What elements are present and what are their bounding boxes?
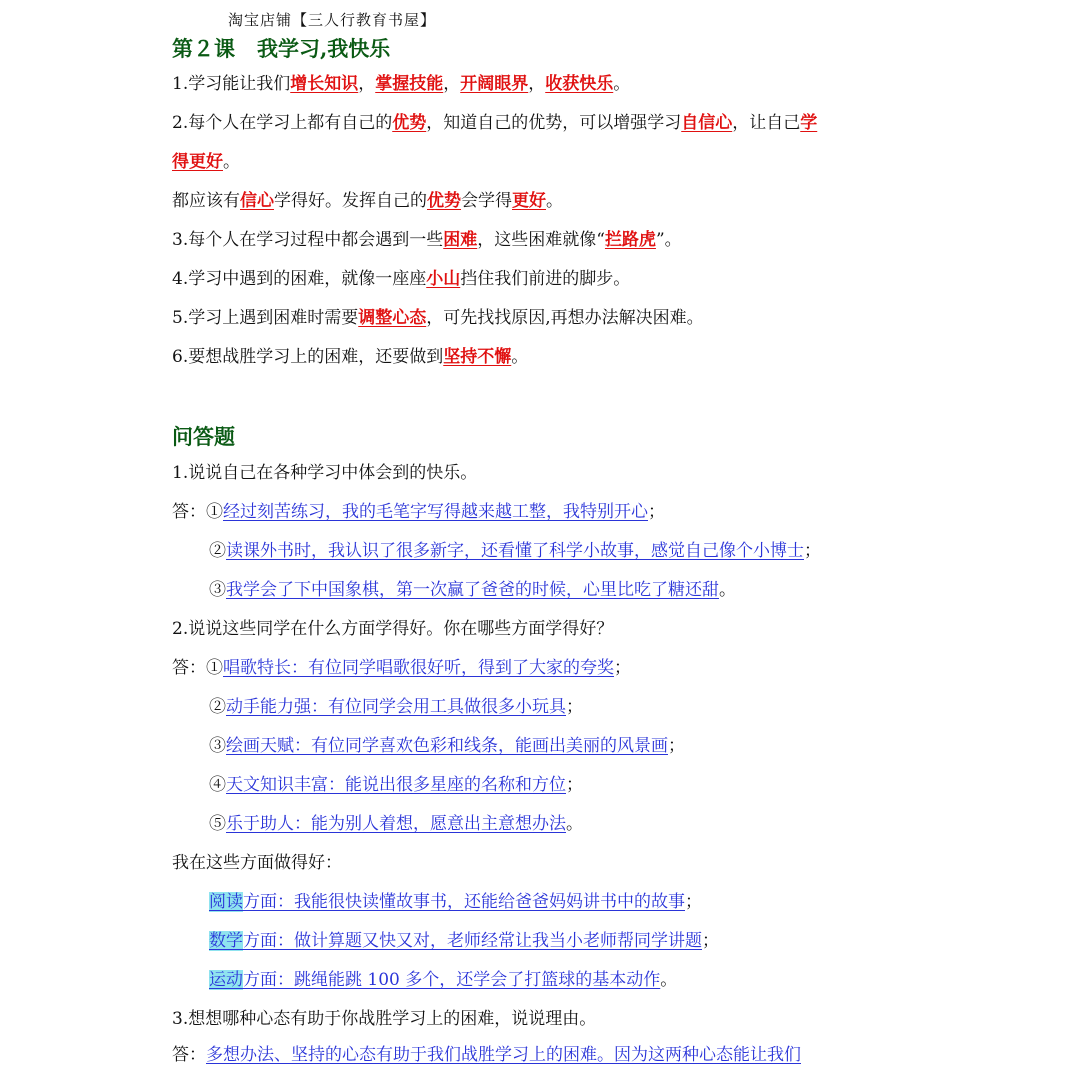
answer-2-5	[209, 812, 583, 836]
fact-2	[172, 111, 817, 135]
punct: 。	[719, 580, 736, 600]
fact-text: ，知道自己的优势，可以增强学习	[426, 113, 682, 133]
key-term: 开阔眼界	[460, 74, 529, 94]
answer-number: ②	[209, 541, 226, 561]
answer-text: 我学会了下中国象棋，第一次赢了爸爸的时候，心里比吃了糖还甜	[226, 580, 719, 600]
answer-1-3	[209, 578, 736, 602]
key-term: 收获快乐	[545, 74, 614, 94]
answer-3	[172, 1043, 801, 1067]
fact-text: 都应该有	[172, 191, 240, 211]
punct: 。	[566, 814, 583, 834]
punct: ，	[528, 74, 546, 94]
fact-text: 4.学习中遇到的困难，就像一座座	[172, 269, 427, 289]
answer-text: 乐于助人：能为别人着想，愿意出主意想办法	[226, 814, 566, 834]
question-3: 3.想想哪种心态有助于你战胜学习上的困难，说说理由。	[172, 1009, 597, 1029]
answer-label: 答：	[172, 658, 206, 678]
answer-2-3	[209, 734, 685, 758]
question-2: 2.说说这些同学在什么方面学得好。你在哪些方面学得好？	[172, 619, 614, 639]
fact-5	[172, 306, 704, 330]
self-item-3	[209, 968, 677, 992]
fact-4	[172, 267, 630, 291]
punct: ；	[648, 502, 665, 522]
answer-number: ①	[206, 502, 223, 522]
lesson-number: 第２课	[172, 36, 235, 61]
answer-text: 方面：我能很快读懂故事书，还能给爸爸妈妈讲书中的故事	[243, 892, 685, 912]
answer-2-2	[209, 695, 583, 719]
fact-text: 2.每个人在学习上都有自己的	[172, 113, 393, 133]
shop-header: 淘宝店铺【三人行教育书屋】	[228, 11, 437, 29]
punct: ；	[685, 892, 702, 912]
punct: 。	[223, 152, 240, 172]
answer-number: ⑤	[209, 814, 226, 834]
answer-text: 多想办法、坚持的心态有助于我们战胜学习上的困难。因为这两种心态能让我们	[206, 1045, 801, 1065]
fact-1	[172, 72, 630, 96]
punct: ”。	[655, 230, 682, 250]
highlight-term: 数学	[209, 931, 243, 951]
fact-text: 6.要想战胜学习上的困难，还要做到	[172, 347, 444, 367]
fact-text: 1.学习能让我们	[172, 74, 291, 94]
fact-2b	[172, 189, 563, 213]
answer-2-4	[209, 773, 583, 797]
key-term: 小山	[426, 269, 461, 289]
fact-text: 学得好。发挥自己的	[274, 191, 427, 211]
punct: ；	[566, 697, 583, 717]
lesson-title	[172, 33, 390, 63]
punct: ；	[566, 775, 583, 795]
key-term: 掌握技能	[375, 74, 444, 94]
punct: ；	[702, 931, 719, 951]
key-term: 得更好	[172, 152, 223, 172]
fact-text: ，可先找找原因,再想办法解决困难。	[426, 308, 704, 328]
key-term: 更好	[512, 191, 546, 211]
fact-text: 挡住我们前进的脚步。	[460, 269, 631, 289]
key-term: 调整心态	[358, 308, 427, 328]
key-term: 信心	[240, 191, 274, 211]
fact-text: 会学得	[461, 191, 512, 211]
punct: ；	[668, 736, 685, 756]
self-item-2	[209, 929, 719, 953]
question-1: 1.说说自己在各种学习中体会到的快乐。	[172, 463, 478, 483]
answer-1-2	[209, 539, 821, 563]
self-item-1	[209, 890, 702, 914]
answer-number: ③	[209, 736, 226, 756]
answer-2-1	[172, 656, 631, 680]
key-term: 坚持不懈	[443, 347, 512, 367]
key-term: 优势	[392, 113, 427, 133]
answer-text: 读课外书时，我认识了很多新字，还看懂了科学小故事，感觉自己像个小博士	[226, 541, 804, 561]
fact-text: 5.学习上遇到困难时需要	[172, 308, 359, 328]
answer-number: ②	[209, 697, 226, 717]
punct: 。	[511, 347, 529, 367]
answer-1-1	[172, 500, 665, 524]
fact-6	[172, 345, 528, 369]
answer-text: 方面：跳绳能跳 100 多个，还学会了打篮球的基本动作	[243, 970, 661, 990]
punct: ，	[443, 74, 461, 94]
answer-text: 天文知识丰富：能说出很多星座的名称和方位	[226, 775, 566, 795]
answer-text: 经过刻苦练习，我的毛笔字写得越来越工整，我特别开心	[223, 502, 648, 522]
answer-number: ③	[209, 580, 226, 600]
fact-text: ，这些困难就像“	[477, 230, 605, 250]
highlight-term: 运动	[209, 970, 243, 990]
answer-number: ①	[206, 658, 223, 678]
answer-number: ④	[209, 775, 226, 795]
section-heading: 问答题	[172, 424, 235, 449]
punct: 。	[546, 191, 563, 211]
key-term: 优势	[427, 191, 461, 211]
key-term: 困难	[443, 230, 478, 250]
fact-text: 3.每个人在学习过程中都会遇到一些	[172, 230, 444, 250]
answer-text: 方面：做计算题又快又对，老师经常让我当小老师帮同学讲题	[243, 931, 702, 951]
answer-text: 绘画天赋：有位同学喜欢色彩和线条，能画出美丽的风景画	[226, 736, 668, 756]
punct: 。	[613, 74, 631, 94]
key-term: 自信心	[681, 113, 733, 133]
self-label: 我在这些方面做得好：	[172, 853, 342, 873]
answer-label: 答：	[172, 502, 206, 522]
key-term: 拦路虎	[604, 230, 656, 250]
punct: ，	[358, 74, 376, 94]
fact-text: ，让自己	[732, 113, 801, 133]
key-term: 学	[800, 113, 818, 133]
punct: ；	[614, 658, 631, 678]
answer-text: 动手能力强：有位同学会用工具做很多小玩具	[226, 697, 566, 717]
lesson-name: 我学习,我快乐	[257, 36, 391, 61]
punct: ；	[804, 541, 821, 561]
punct: 。	[660, 970, 678, 990]
answer-label: 答：	[172, 1045, 206, 1065]
fact-2-continued	[172, 150, 240, 174]
answer-text: 唱歌特长：有位同学唱歌很好听，得到了大家的夸奖	[223, 658, 614, 678]
key-term: 增长知识	[290, 74, 359, 94]
fact-3	[172, 228, 682, 252]
highlight-term: 阅读	[209, 892, 243, 912]
